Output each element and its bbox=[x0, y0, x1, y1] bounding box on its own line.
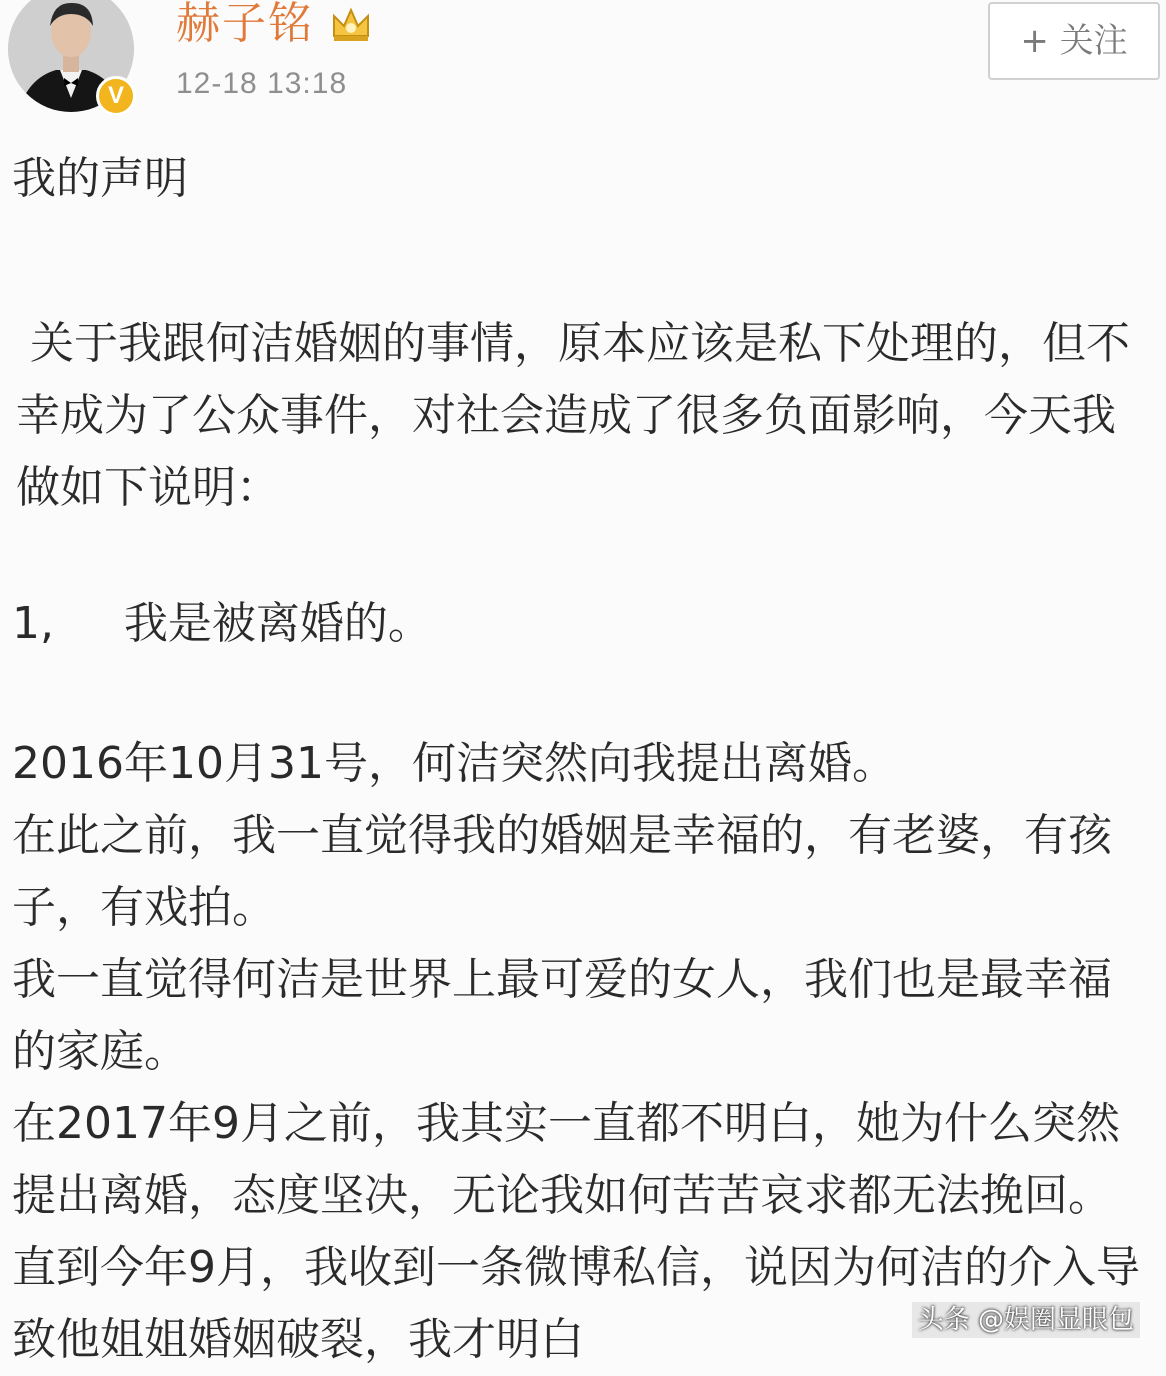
paragraph-divorce-date: 2016年10月31号，何洁突然向我提出离婚。 bbox=[12, 738, 896, 789]
paragraph-intro: 关于我跟何洁婚姻的事情，原本应该是私下处理的，但不幸成为了公众事件，对社会造成了很多负面影响，今天我做如下说明： bbox=[16, 318, 1130, 513]
post-body bbox=[12, 142, 1152, 1376]
crown-icon bbox=[330, 6, 372, 44]
post-title: 我的声明 bbox=[12, 153, 188, 204]
paragraph-point-1: 1, 我是被离婚的。 bbox=[12, 598, 432, 649]
user-name[interactable]: 赫子铭 bbox=[176, 0, 314, 49]
paragraph-before-2017: 在2017年9月之前，我其实一直都不明白，她为什么突然提出离婚，态度坚决，无论我如何苦苦哀求都无法挽回。直到今年9月，我收到一条微博私信，说因为何洁的介入导致他姐姐婚姻破裂，我才明白 bbox=[12, 1098, 1140, 1365]
verified-badge-icon: V bbox=[96, 76, 136, 116]
post-header bbox=[0, 0, 1166, 130]
follow-button[interactable]: + 关注 bbox=[988, 2, 1160, 80]
watermark: 头条 @娱圈显眼包 bbox=[912, 1302, 1140, 1338]
paragraph-marriage-happy: 在此之前，我一直觉得我的婚姻是幸福的，有老婆，有孩子，有戏拍。 bbox=[12, 810, 1112, 933]
post-timestamp: 12-18 13:18 bbox=[176, 67, 348, 100]
paragraph-lovely-woman: 我一直觉得何洁是世界上最可爱的女人，我们也是最幸福的家庭。 bbox=[12, 954, 1112, 1077]
